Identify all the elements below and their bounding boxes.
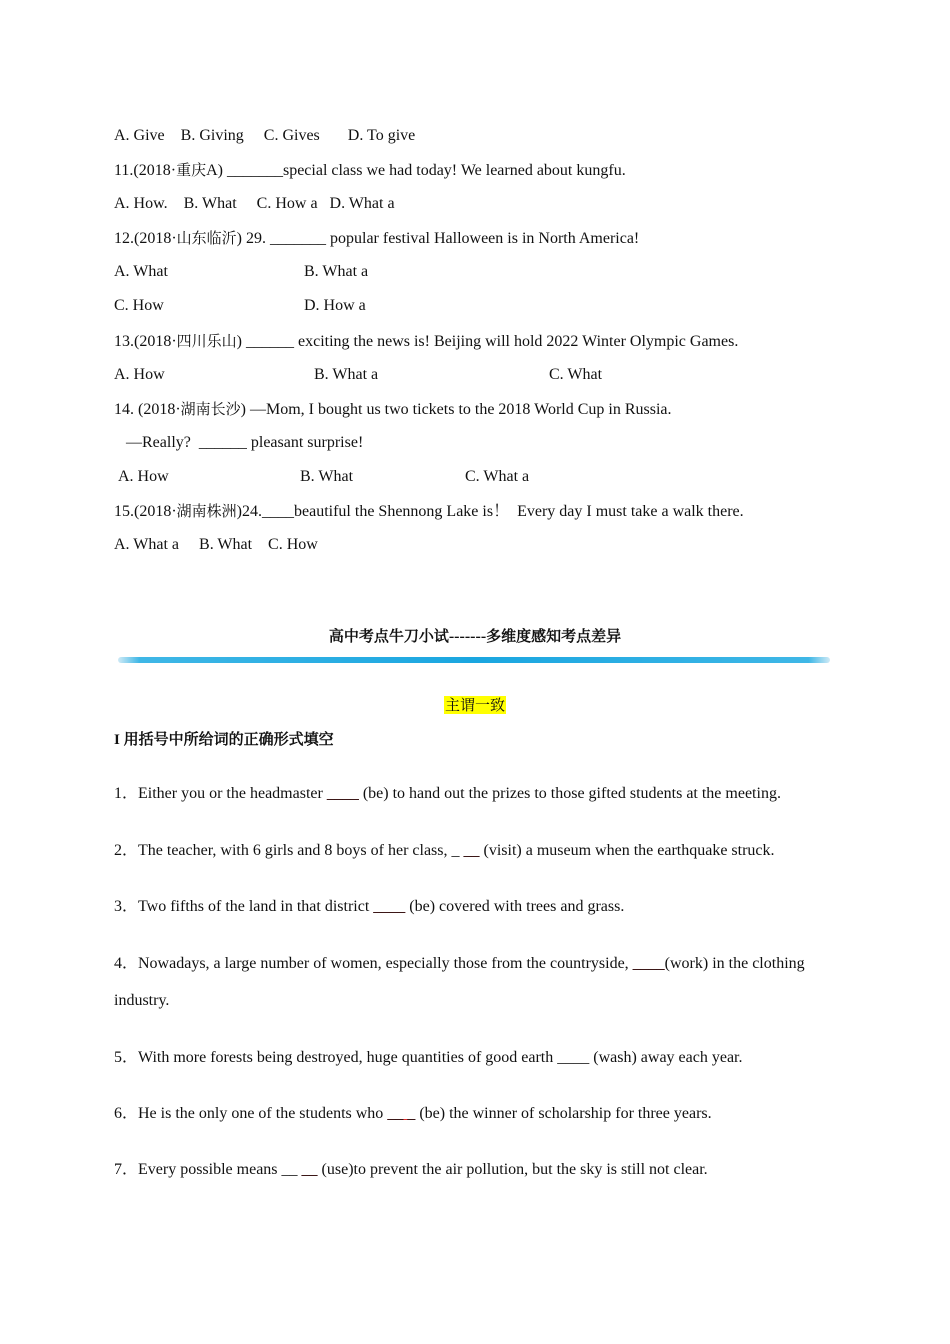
exercise-1-blank: ____ [326,785,359,802]
exercise-4-blank: ____ [632,955,665,972]
exercise-4-continued [114,991,169,1011]
q15-options: A. What a B. What C. How [114,536,318,553]
exercise-4-post: (work) in the clothing [664,955,805,972]
q15-stem [114,501,744,522]
q15-place: 湖南株洲 [176,502,237,520]
q14-stem-text: ) —Mom, I bought us two tickets to the 2018 World Cup in Russia. [240,401,672,418]
exercise-2 [114,841,775,861]
q14-stem [114,399,672,420]
q15-stem-text: )24.____beautiful the Shennong Lake is！ Every day I must take a walk there. [236,503,744,520]
q12-stem-text: ) 29. _______ popular festival Halloween is in North America! [236,230,640,247]
exercise-2-blank: __ [463,842,480,859]
q14-option-b: B. What [300,468,354,485]
exercise-5-text: 5．With more forests being destroyed, huge quantities of good earth ____ (wash) away each year. [114,1049,743,1066]
q13-option-c: C. What [549,366,603,383]
exercise-4 [114,954,805,974]
exercise-7-pre: 7．Every possible means __ [114,1161,302,1178]
section-title-dash: ------- [448,628,487,645]
q12-option-d: D. How a [304,297,366,314]
exercise-4-pre: 4．Nowadays, a large number of women, especially those from the countryside, [114,955,633,972]
exercise-1 [114,784,781,804]
q14-reply: —Really? ______ pleasant surprise! [114,434,364,451]
q11-place: 重庆 [176,161,207,179]
q12-option-c: C. How [114,297,164,314]
q11-stem-text: A) _______special class we had today! We learned about kungfu. [206,162,626,179]
q12-option-b: B. What a [304,263,369,280]
exercise-6-pre: 6．He is the only one of the students who [114,1105,388,1122]
exercise-3-blank: ____ [373,898,406,915]
exercise-heading [114,728,334,749]
q13-stem [114,331,738,352]
q14-place: 湖南长沙 [180,400,241,418]
q13-stem-prefix: 13.(2018· [114,333,177,350]
exercise-6-post: (be) the winner of scholarship for three years. [415,1105,712,1122]
exercise-1-post: (be) to hand out the prizes to those gifted students at the meeting. [358,785,781,802]
exercise-7-post: (use)to prevent the air pollution, but the sky is still not clear. [317,1161,708,1178]
exercise-7-blank: __ [301,1161,318,1178]
q14-option-a: A. How [118,468,169,485]
q14-option-c: C. What a [465,468,530,485]
section-title-b: 多维度感知考点差异 [486,627,622,645]
q10-options: A. Give B. Giving C. Gives D. To give [114,127,416,144]
q11-stem-prefix: 11.(2018· [114,162,177,179]
q13-stem-text: ) ______ exciting the news is! Beijing will hold 2022 Winter Olympic Games. [236,333,739,350]
exercise-3-post: (be) covered with trees and grass. [405,898,625,915]
exercise-5 [114,1048,743,1068]
heading-roman: I [114,732,124,748]
section-title-a: 高中考点牛刀小试 [328,627,449,645]
q12-place: 山东临沂 [176,229,237,247]
topic-subtitle-highlight: 主谓一致 [444,696,505,714]
q12-stem-prefix: 12.(2018· [114,230,177,247]
exercise-3-pre: 3．Two fifths of the land in that district [114,898,374,915]
heading-text: 用括号中所给词的正确形式填空 [123,730,334,748]
q13-place: 四川乐山 [176,332,237,350]
exercise-3 [114,897,624,917]
exercise-2-pre: 2．The teacher, with 6 girls and 8 boys of her class, _ [114,842,464,859]
q12-option-a: A. What [114,263,168,280]
exercise-2-post: (visit) a museum when the earthquake struck. [479,842,775,859]
exercise-4-cont-text: industry. [114,992,170,1009]
q13-option-b: B. What a [314,366,379,383]
exercise-7 [114,1160,708,1180]
q13-option-a: A. How [114,366,165,383]
exercise-6 [114,1104,712,1124]
exercise-1-pre: 1．Either you or the headmaster [114,785,327,802]
q14-stem-prefix: 14. (2018· [114,401,181,418]
q11-stem [114,160,626,181]
exercise-6-blank: __ _ [387,1105,416,1122]
q12-stem [114,228,639,249]
section-title [0,625,950,646]
section-divider-bar [118,657,830,663]
topic-subtitle [0,694,950,715]
q15-stem-prefix: 15.(2018· [114,503,177,520]
q11-options: A. How. B. What C. How a D. What a [114,195,395,212]
